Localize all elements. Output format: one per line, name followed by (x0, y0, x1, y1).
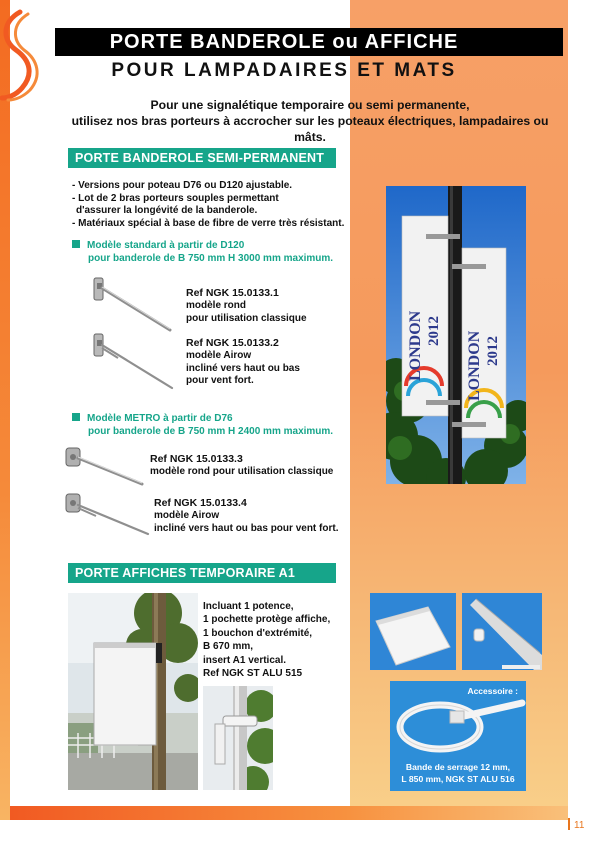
page-number (568, 818, 594, 832)
ref-code: Ref NGK 15.0133.3 (150, 453, 243, 465)
page-number-bar (568, 818, 570, 830)
end-cap-photo (462, 593, 542, 670)
ref-block (150, 453, 333, 479)
ref-code: Ref NGK 15.0133.1 (186, 287, 279, 299)
feature-item: - Matériaux spécial à base de fibre de verre très résistant. (72, 217, 345, 229)
swirl-logo-icon (0, 8, 56, 104)
arm-airow-standard-image (88, 330, 178, 392)
banner-text-year: 2012 (426, 316, 442, 346)
model-standard-subtitle: pour banderole de B 750 mm H 3000 mm maximum. (88, 252, 334, 264)
ref-line: pour utilisation classique (186, 312, 307, 324)
intro-line-1: Pour une signalétique temporaire ou semi permanente, (150, 98, 470, 112)
accessory-label: Accessoire : (467, 686, 518, 696)
ref-block (186, 287, 307, 325)
model-standard-heading (72, 240, 333, 265)
affiche-line: Incluant 1 potence, (203, 601, 294, 612)
pole-bracket-photo (203, 686, 273, 790)
green-square-icon (72, 240, 80, 248)
affiche-description (203, 600, 330, 680)
bottom-orange-strip (10, 806, 568, 820)
ref-line: modèle Airow (154, 509, 220, 521)
protective-sleeve-photo (370, 593, 456, 670)
arm-airow-metro-image (62, 490, 152, 540)
section-heading-porte-affiches: PORTE AFFICHES TEMPORAIRE A1 (68, 563, 336, 583)
ref-code: Ref NGK 15.0133.4 (154, 497, 247, 509)
page-subtitle: POUR LAMPADAIRES ET MATS (111, 60, 457, 81)
ref-line: modèle Airow (186, 349, 252, 361)
model-metro-subtitle: pour banderole de B 750 mm H 2400 mm maximum. (88, 425, 334, 437)
section-heading-semi-permanent: PORTE BANDEROLE SEMI-PERMANENT (68, 148, 336, 168)
page-number-value: 11 (574, 820, 585, 831)
arm-round-standard-image (88, 274, 178, 336)
affiche-line: B 670 mm, (203, 641, 254, 653)
accessory-line: L 850 mm, NGK ST ALU 516 (401, 774, 515, 784)
banner-text-year: 2012 (485, 336, 501, 366)
left-orange-bar (0, 0, 10, 820)
banner-text-london: LONDON (466, 330, 483, 401)
intro-text (60, 97, 560, 145)
page-title: PORTE BANDEROLE ou AFFICHE (109, 31, 459, 53)
intro-line-2: utilisez nos bras porteurs à accrocher sur les poteaux électriques, lampadaires ou mâts. (71, 114, 549, 144)
ref-line: incliné vers haut ou bas pour vent fort. (154, 522, 339, 534)
feature-list (72, 180, 352, 230)
accessory-description (390, 761, 526, 785)
ref-line: pour vent fort. (186, 375, 254, 387)
affiche-line: 1 bouchon d'extrémité, (203, 627, 313, 639)
green-square-icon (72, 413, 80, 421)
ref-block (186, 337, 300, 388)
model-metro-heading (72, 413, 333, 438)
strap-accessory-photo (390, 681, 526, 791)
ref-code: Ref NGK 15.0133.2 (186, 337, 279, 349)
feature-item: - Lot de 2 bras porteurs souples permettant (72, 192, 279, 204)
affiche-line: insert A1 vertical. (203, 654, 287, 666)
poster-holder-photo (68, 593, 198, 790)
affiche-line: 1 pochette protège affiche, (203, 614, 331, 626)
model-metro-title: Modèle METRO à partir de D76 (87, 413, 233, 424)
model-standard-title: Modèle standard à partir de D120 (87, 240, 245, 251)
arm-round-metro-image (62, 444, 146, 492)
banner-text-london: LONDON (407, 310, 424, 381)
ref-line: modèle rond (186, 299, 247, 311)
london-banner-photo (386, 186, 526, 484)
accessory-line: Bande de serrage 12 mm, (405, 762, 511, 772)
feature-item: d'assurer la longévité de la banderole. (76, 205, 258, 217)
feature-item: - Versions pour poteau D76 ou D120 ajustable. (72, 180, 293, 191)
ref-block (154, 497, 338, 535)
ref-line: modèle rond pour utilisation classique (150, 465, 334, 477)
ref-line: incliné vers haut ou bas (186, 362, 300, 374)
affiche-ref: Ref NGK ST ALU 515 (203, 668, 303, 680)
